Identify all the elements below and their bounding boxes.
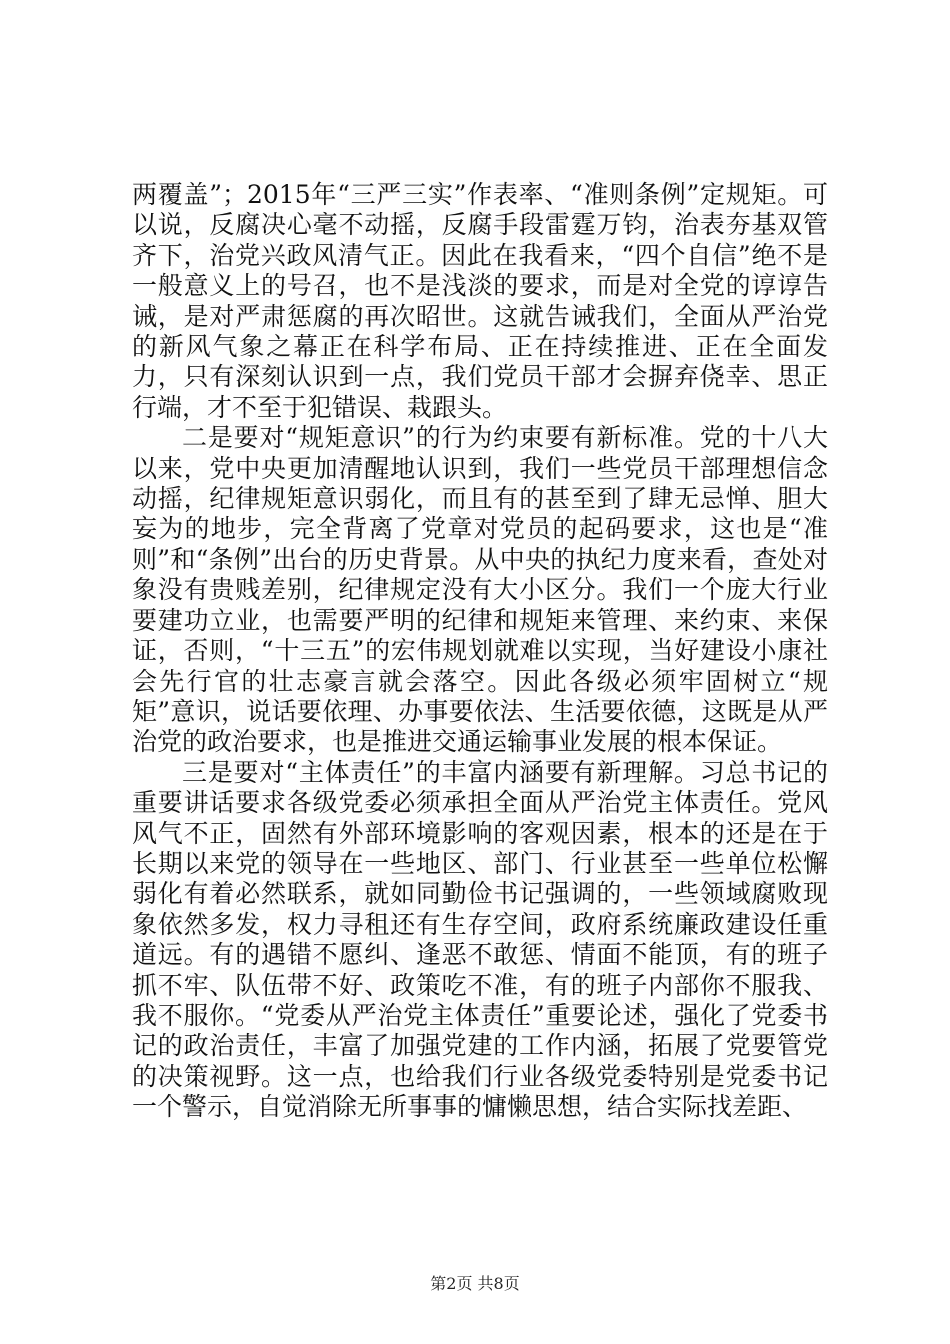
page-footer: 第2页 共8页 [430,1274,520,1293]
paragraph-main-responsibility: 三是要对“主体责任”的丰富内涵要有新理解。习总书记的重要讲话要求各级党委必须承担全面从严治党主体责任。党风风气不正，固然有外部环境影响的客观因素，根本的还是在于长期以来党的领导在一些地区、部门、行业甚至一些单位松懈弱化有着必然联系，就如同勤俭书记强调的，一些领域腐败现象依然多发，权力寻租还有生存空间，政府系统廉政建设任重道远。有的遇错不愿纠、逢恶不敢惩、情面不能顶，有的班子抓不牢、队伍带不好、政策吃不准，有的班子内部你不服我、我不服你。“党委从严治党主体责任”重要论述，强化了党委书记的政治责任，丰富了加强党建的工作内涵，拓展了党要管党的决策视野。这一点，也给我们行业各级党委特别是党委书记一个警示，自觉消除无所事事的慵懒思想，结合实际找差距、 [132,757,828,1122]
paragraph-continuation: 两覆盖”；2015年“三严三实”作表率、“准则条例”定规矩。可以说，反腐决心毫不动摇，反腐手段雷霆万钧，治表夯基双管齐下，治党兴政风清气正。因此在我看来，“四个自信”绝不是一般意义上的号召，也不是浅淡的要求，而是对全党的谆谆告诫，是对严肃惩腐的再次昭世。这就告诫我们，全面从严治党的新风气象之幕正在科学布局、正在持续推进、正在全面发力，只有深刻认识到一点，我们党员干部才会摒弃侥幸、思正行端，才不至于犯错误、栽跟头。 [132,180,828,422]
paragraph-rules-awareness: 二是要对“规矩意识”的行为约束要有新标准。党的十八大以来，党中央更加清醒地认识到，我们一些党员干部理想信念动摇，纪律规矩意识弱化，而且有的甚至到了肆无忌惮、胆大妄为的地步，完全背离了党章对党员的起码要求，这也是“准则”和“条例”出台的历史背景。从中央的执纪力度来看，查处对象没有贵贱差别，纪律规定没有大小区分。我们一个庞大行业要建功立业，也需要严明的纪律和规矩来管理、来约束、来保证，否则，“十三五”的宏伟规划就难以实现，当好建设小康社会先行官的壮志豪言就会落空。因此各级必须牢固树立“规矩”意识，说话要依理、办事要依法、生活要依德，这既是从严治党的政治要求，也是推进交通运输事业发展的根本保证。 [132,423,828,757]
document-body [132,180,828,1123]
